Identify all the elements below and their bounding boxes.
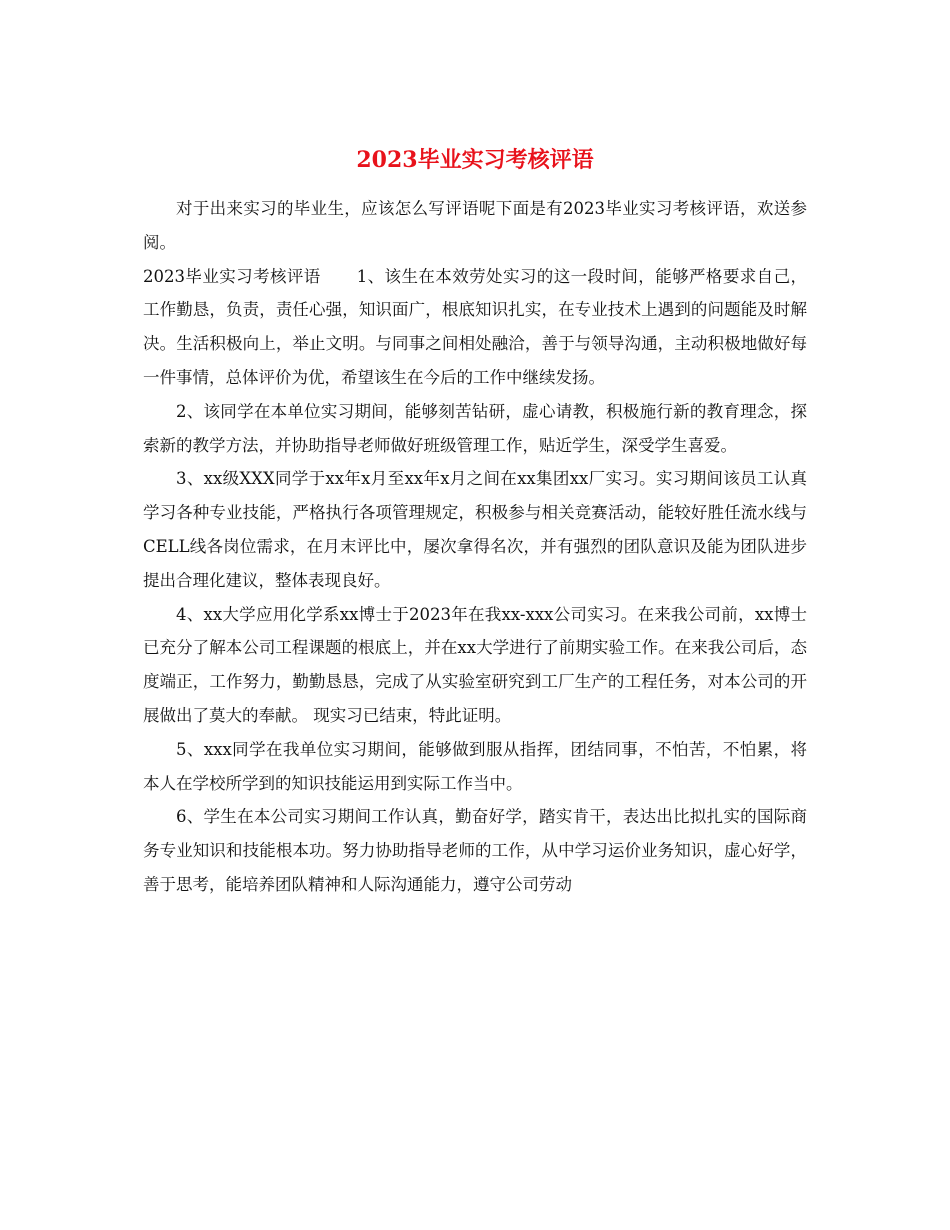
paragraph-5: 5、xxx同学在我单位实习期间，能够做到服从指挥，团结同事，不怕苦，不怕累，将本人在学校所学到的知识技能运用到实际工作当中。 (143, 739, 807, 793)
paragraph-6: 6、学生在本公司实习期间工作认真，勤奋好学，踏实肯干，表达出比拟扎实的国际商务专业知识和技能根本功。努力协助指导老师的工作，从中学习运价业务知识，虚心好学，善于思考，能培养团队精神和人际沟通能力，遵守公司劳动 (143, 807, 807, 894)
paragraph-4: 4、xx大学应用化学系xx博士于2023年在我xx-xxx公司实习。在来我公司前，xx博士已充分了解本公司工程课题的根底上，并在xx大学进行了前期实验工作。在来我公司后，态度端正，工作努力，勤勤恳恳，完成了从实验室研究到工厂生产的工程任务，对本公司的开展做出了莫大的奉献。 现实习已结束，特此证明。 (143, 604, 807, 725)
intro-paragraph: 对于出来实习的毕业生，应该怎么写评语呢下面是有2023毕业实习考核评语，欢送参阅。 (143, 199, 807, 252)
paragraph-1-text: 1、该生在本效劳处实习的这一段时间，能够严格要求自己，工作勤恳，负责，责任心强，知识面广，根底知识扎实，在专业技术上遇到的问题能及时解决。生活积极向上，举止文明。与同事之间相处融洽，善于与领导沟通，主动积极地做好每一件事情，总体评价为优，希望该生在今后的工作中继续发扬。 (143, 266, 808, 387)
paragraph-2: 2、该同学在本单位实习期间，能够刻苦钻研，虚心请教，积极施行新的教育理念，探索新的教学方法，并协助指导老师做好班级管理工作，贴近学生，深受学生喜爱。 (143, 401, 807, 455)
paragraph-3: 3、xx级XXX同学于xx年x月至xx年x月之间在xx集团xx厂实习。实习期间该员工认真学习各种专业技能，严格执行各项管理规定，积极参与相关竞赛活动，能较好胜任流水线与CELL线各岗位需求，在月末评比中，屡次拿得名次，并有强烈的团队意识及能为团队进步提出合理化建议，整体表现良好。 (143, 469, 807, 590)
document-body (143, 192, 807, 902)
paragraph-1 (143, 260, 807, 395)
section-label: 2023毕业实习考核评语 (143, 266, 321, 286)
document-title: 2023毕业实习考核评语 (356, 147, 594, 173)
